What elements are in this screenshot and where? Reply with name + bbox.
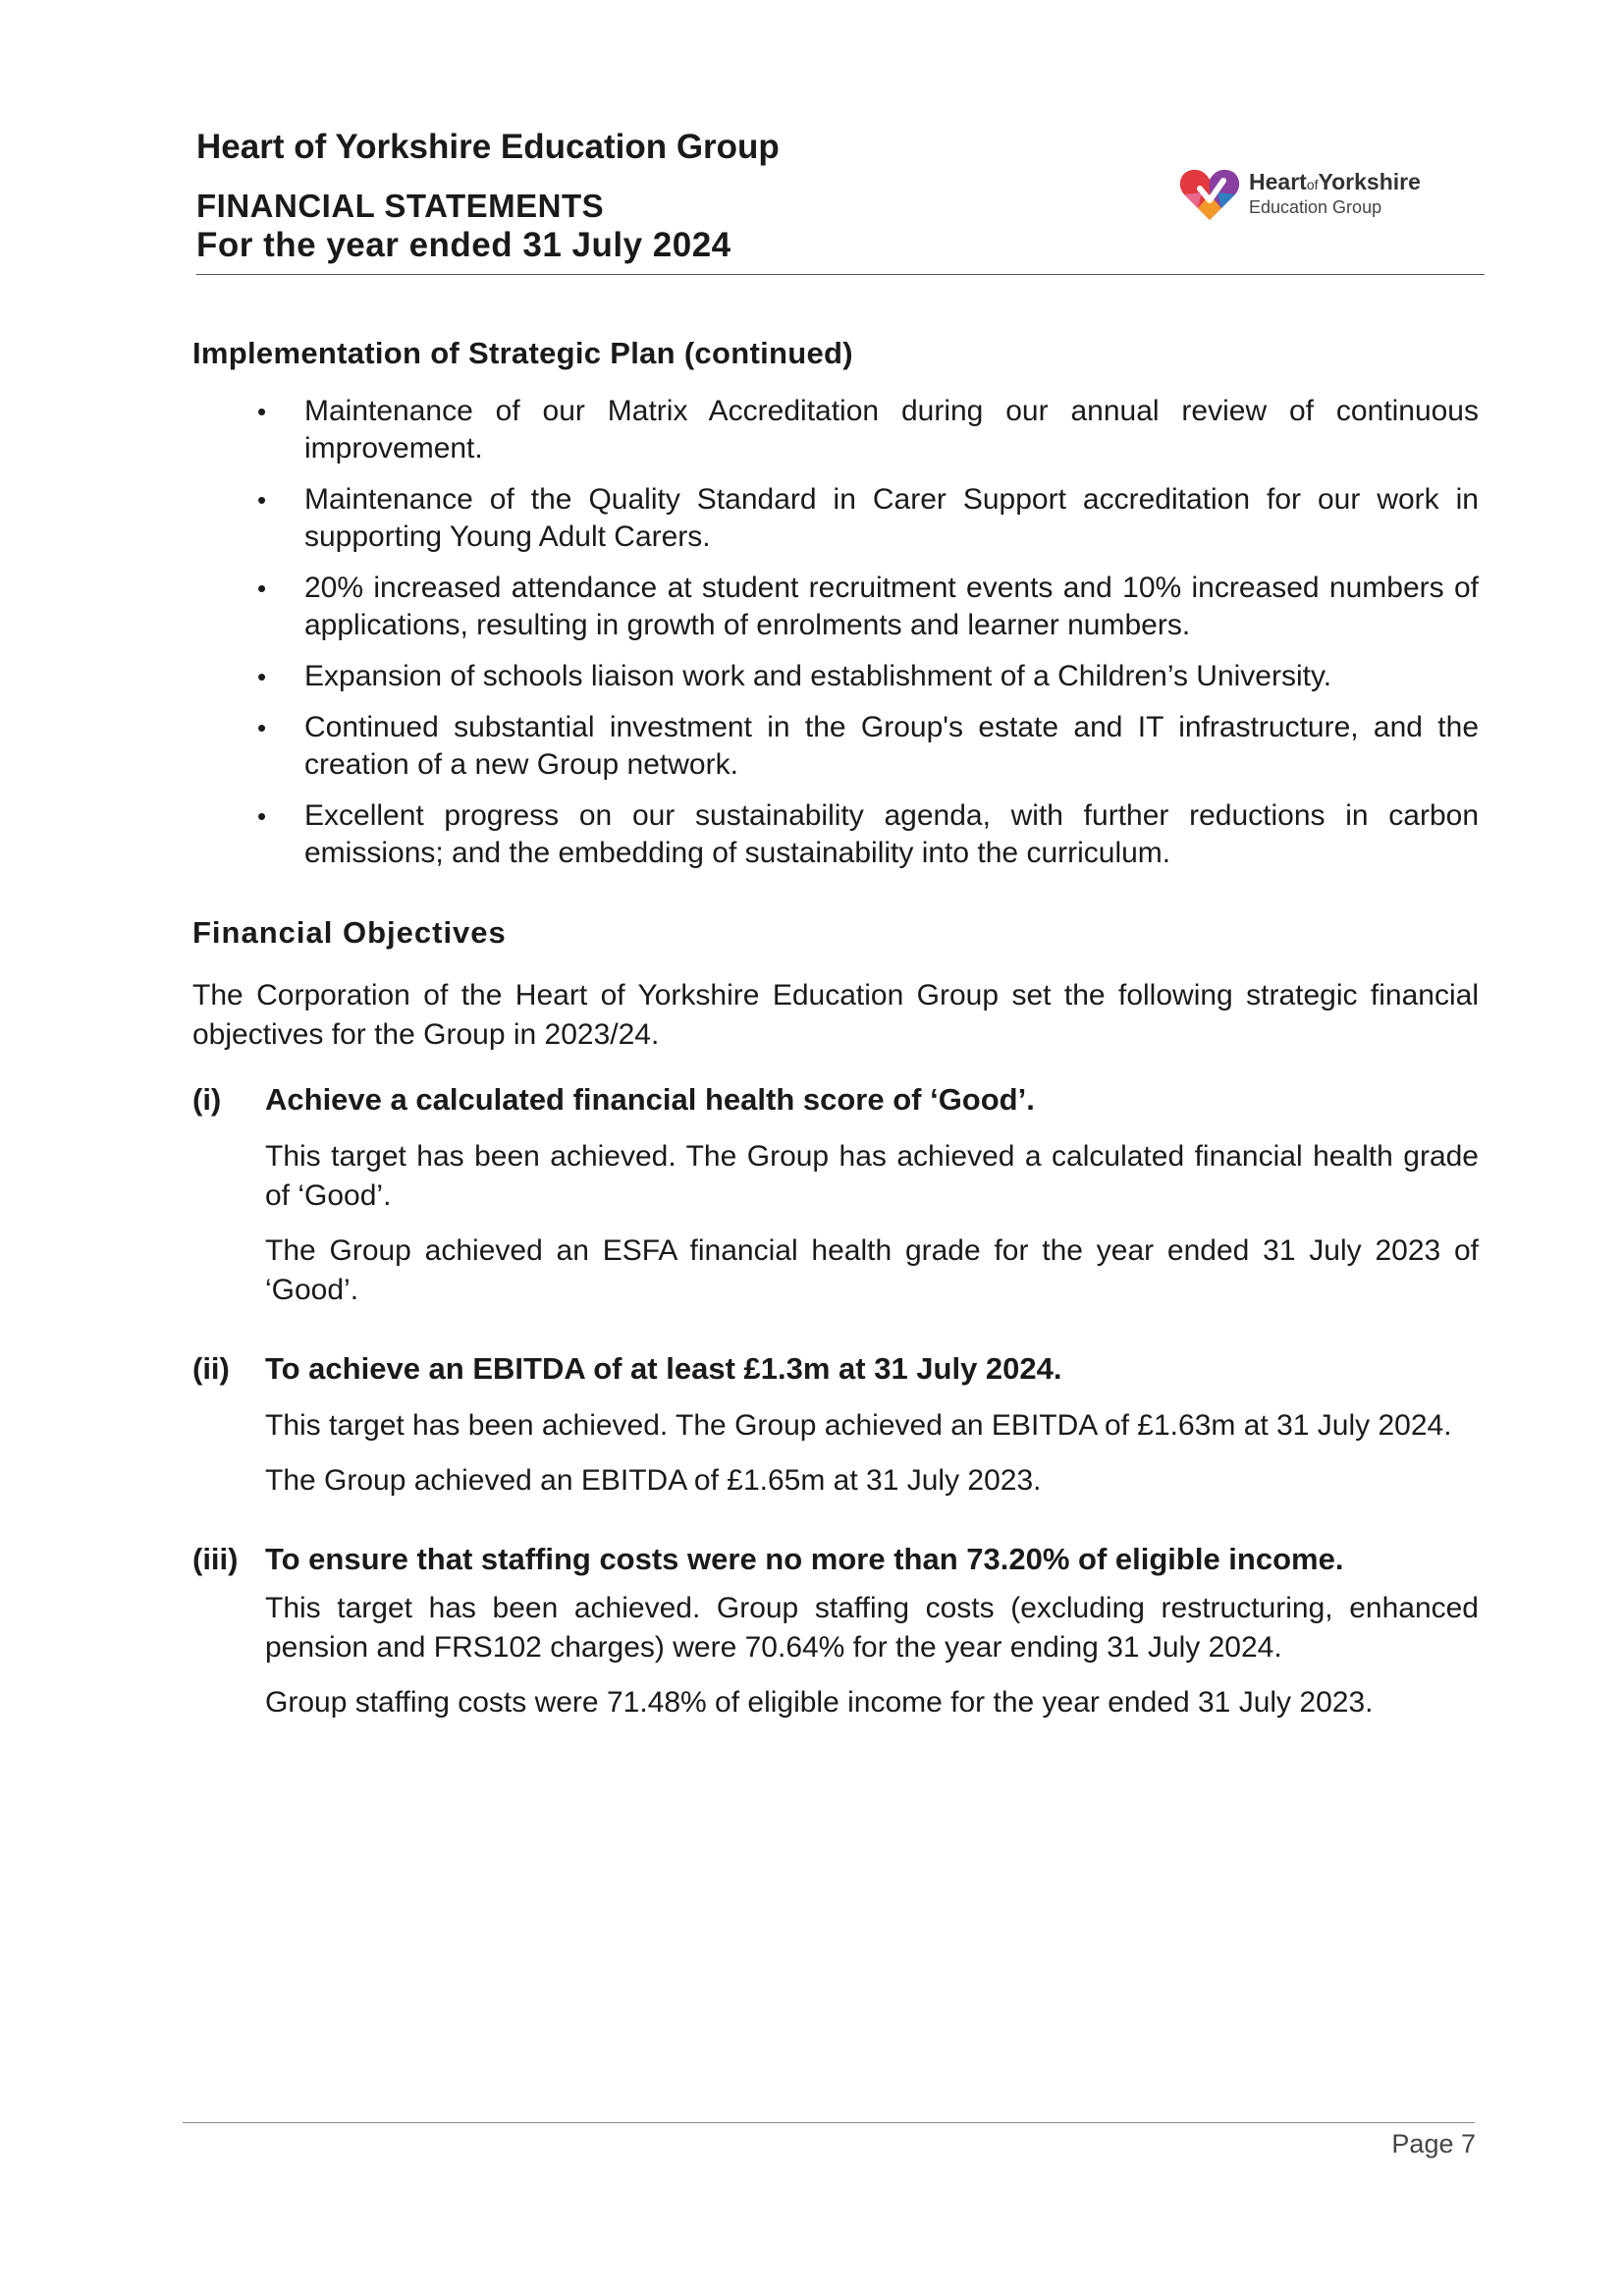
page-content: [192, 334, 1479, 1722]
footer-divider: [183, 2122, 1475, 2123]
org-name: Heart of Yorkshire Education Group: [196, 128, 780, 166]
bullet-icon: •: [257, 574, 267, 603]
logo-wordmark: [1249, 170, 1421, 218]
statement-period: For the year ended 31 July 2024: [196, 226, 731, 264]
objective-title: To ensure that staffing costs were no more than 73.20% of eligible income.: [265, 1542, 1344, 1576]
logo-title: HeartofYorkshire: [1249, 168, 1421, 194]
group-logo: [1178, 165, 1421, 222]
list-item: • Continued substantial investment in the Group's estate and IT infrastructure, and the creation of a new Group network.: [257, 711, 1479, 781]
objective-paragraph: The Group achieved an EBITDA of £1.65m at 31 July 2023.: [265, 1464, 1042, 1497]
objective-title: To achieve an EBITDA of at least £1.3m at 31 July 2024.: [265, 1351, 1062, 1386]
objective-paragraph: The Group achieved an ESFA financial health grade for the year ended 31 July 2023 of ‘Good’.: [265, 1234, 1479, 1306]
page-number: Page 7: [1391, 2129, 1476, 2159]
list-item: • Maintenance of the Quality Standard in Carer Support accreditation for our work in supporting Young Adult Carers.: [257, 483, 1479, 553]
header-divider: [196, 274, 1485, 275]
objective-paragraph: This target has been achieved. The Group achieved an EBITDA of £1.63m at 31 July 2024.: [265, 1409, 1452, 1442]
bullet-icon: •: [257, 485, 267, 515]
bullet-icon: •: [257, 801, 267, 831]
objective-paragraph: This target has been achieved. Group staffing costs (excluding restructuring, enhanced pension and FRS102 charges) were 70.64% for the year ending 31 July 2024.: [265, 1592, 1479, 1664]
bullet-icon: •: [257, 713, 267, 742]
logo-subtitle: Education Group: [1249, 196, 1382, 217]
objective-2: [192, 1349, 1479, 1501]
financial-objectives-heading: Financial Objectives: [192, 915, 507, 950]
objective-number: (iii): [192, 1542, 239, 1576]
objective-paragraph: This target has been achieved. The Group has achieved a calculated financial health grade of ‘Good’.: [265, 1140, 1479, 1212]
objective-heading: [192, 1349, 1479, 1389]
objective-1: [192, 1080, 1479, 1310]
bullet-icon: •: [257, 662, 267, 691]
heart-logo-icon: [1178, 165, 1241, 222]
list-item: • Maintenance of our Matrix Accreditation during our annual review of continuous improvement.: [257, 395, 1479, 465]
objective-3: [192, 1540, 1479, 1722]
financial-objectives-intro: The Corporation of the Heart of Yorkshire Education Group set the following strategic financial objectives for the Group in 2023/24.: [192, 979, 1479, 1051]
objective-heading: [192, 1080, 1479, 1120]
list-item: • Excellent progress on our sustainability agenda, with further reductions in carbon emissions; and the embedding of sustainability into the curriculum.: [257, 799, 1479, 869]
list-item: • 20% increased attendance at student recruitment events and 10% increased numbers of applications, resulting in growth of enrolments and learner numbers.: [257, 572, 1479, 641]
objective-heading: [192, 1540, 1479, 1579]
bullet-icon: •: [257, 397, 267, 426]
objective-paragraph: Group staffing costs were 71.48% of eligible income for the year ended 31 July 2023.: [265, 1686, 1374, 1719]
strategic-plan-heading: Implementation of Strategic Plan (continued): [192, 336, 853, 370]
objective-number: (i): [192, 1082, 222, 1117]
statement-title: FINANCIAL STATEMENTS: [196, 188, 605, 224]
objective-number: (ii): [192, 1351, 230, 1386]
objective-title: Achieve a calculated financial health score of ‘Good’.: [265, 1082, 1035, 1117]
list-item: • Expansion of schools liaison work and establishment of a Children’s University.: [192, 658, 1479, 695]
strategic-plan-list: [192, 393, 1479, 872]
